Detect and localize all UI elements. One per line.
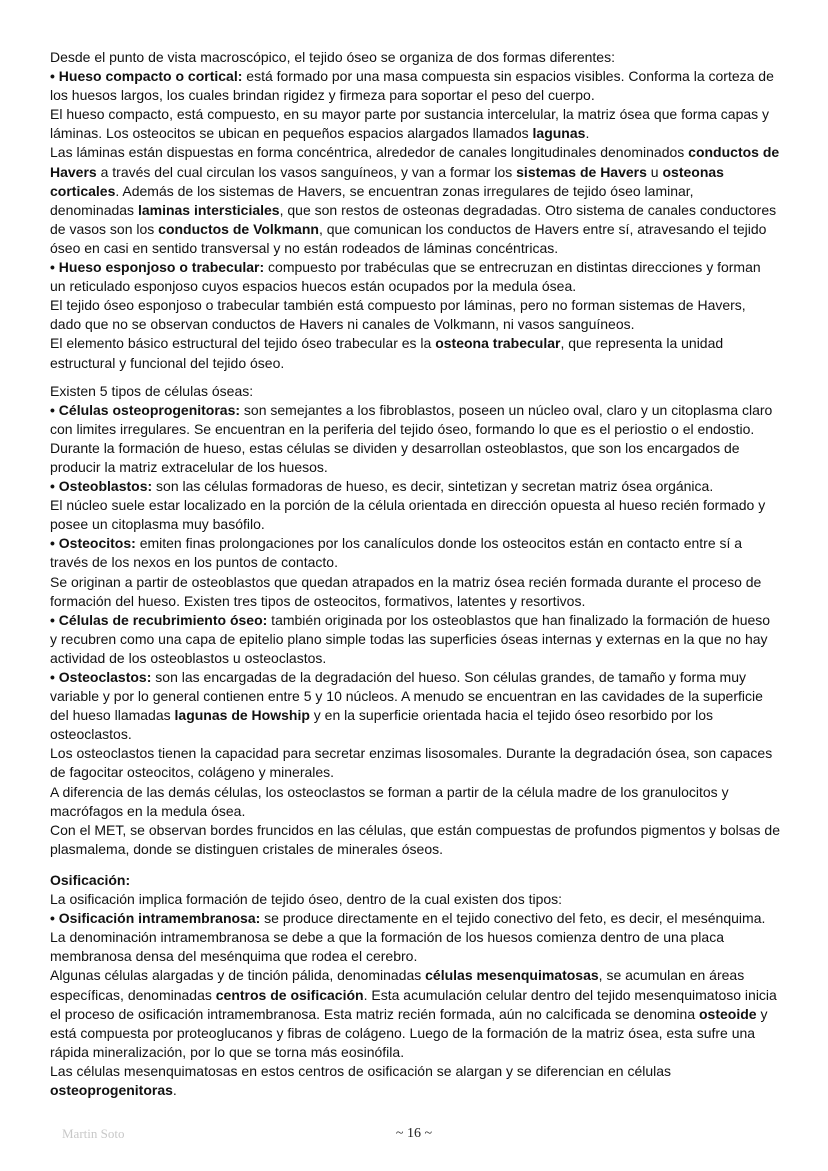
text-run: , que representa la unidad estructural y funcional del tejido óseo.: [50, 335, 724, 371]
bold-term: lagunas de Howship: [174, 707, 310, 724]
text-run: .: [172, 1081, 177, 1098]
bold-term: conductos de Volkmann: [158, 220, 319, 237]
text-run: Algunas células alargadas y de tinción pálida, denominadas: [50, 967, 426, 984]
text-run: emiten finas prolongaciones por los canalículos donde los osteocitos están en contacto entre sí a través de los nexos en los puntos de contacto.: [50, 535, 743, 571]
bold-term: • Osteocitos:: [50, 535, 136, 552]
paragraph: [50, 573, 780, 611]
bold-term: lagunas: [532, 125, 586, 142]
paragraph: [50, 534, 780, 572]
paragraph: [50, 496, 780, 534]
text-run: y está compuesta por proteoglucanos y fibras de colágeno. Luego de la formación de la matriz ósea, esta sufre una rápida mineralización, por lo que se torna más eosinófila.: [50, 1005, 768, 1060]
text-run: se produce directamente en el tejido conectivo del feto, es decir, el mesénquima. La denominación intramembranosa se debe a que la formación de los huesos comienza dentro de una placa membranosa densa del mesénquima que rodea el cerebro.: [50, 910, 766, 965]
paragraph: [50, 105, 780, 143]
paragraph: [50, 401, 780, 477]
paragraph-gap: [50, 859, 780, 871]
paragraph: [50, 143, 780, 258]
bold-term: osteonas corticales: [50, 163, 724, 199]
paragraph: [50, 296, 780, 334]
paragraph: [50, 668, 780, 744]
text-run: u: [646, 163, 663, 180]
text-run: Existen 5 tipos de células óseas:: [50, 382, 254, 399]
text-run: El núcleo suele estar localizado en la porción de la célula orientada en dirección opuesta al hueso recién formado y posee un citoplasma muy basófilo.: [50, 497, 766, 533]
text-run: está formado por una masa compuesta sin espacios visibles. Conforma la corteza de los huesos largos, los cuales brindan rigidez y firmeza para soportar el peso del cuerpo.: [50, 68, 774, 104]
paragraph: [50, 871, 780, 890]
paragraph: [50, 821, 780, 859]
paragraph: [50, 890, 780, 909]
text-run: son semejantes a los fibroblastos, poseen un núcleo oval, claro y un citoplasma claro con limites irregulares. Se encuentran en la periferia del tejido óseo, formando lo que es el periostio o el endostio. Durante la formación de hueso, estas células se dividen y desarrollan osteoblastos, que son los encargados de producir la matriz extracelular de los huesos.: [50, 401, 773, 475]
text-run: , que comunican los conductos de Havers entre sí, atravesando el tejido óseo en casi en sentido transversal y no están rodeados de láminas concéntricas.: [50, 220, 767, 256]
paragraph: [50, 48, 780, 67]
paragraph: [50, 67, 780, 105]
bold-term: osteoide: [699, 1005, 757, 1022]
text-run: son las células formadoras de hueso, es decir, sintetizan y secretan matriz ósea orgánica.: [152, 478, 714, 495]
bold-term: • Hueso compacto o cortical:: [50, 68, 243, 85]
text-run: El elemento básico estructural del tejido óseo trabecular es la: [50, 335, 436, 352]
paragraph: [50, 909, 780, 966]
bold-term: • Osificación intramembranosa:: [50, 910, 261, 927]
text-run: Los osteoclastos tienen la capacidad para secretar enzimas lisosomales. Durante la degradación ósea, son capaces de fagocitar osteocitos, colágeno y minerales.: [50, 745, 773, 781]
text-run: La osificación implica formación de tejido óseo, dentro de la cual existen dos tipos:: [50, 891, 563, 908]
text-run: también originada por los osteoblastos que han finalizado la formación de hueso y recubren como una capa de epitelio plano simple todas las superficies óseas internas y externas en la que no hay actividad de los osteoblastos u osteoclastos.: [50, 611, 771, 666]
text-run: Las células mesenquimatosas en estos centros de osificación se alargan y se diferencian en células: [50, 1062, 672, 1079]
text-run: A diferencia de las demás células, los osteoclastos se forman a partir de la célula madre de los granulocitos y macrófagos en la medula ósea.: [50, 783, 729, 819]
footer-author: Martin Soto: [62, 1126, 125, 1141]
text-run: Desde el punto de vista macroscópico, el tejido óseo se organiza de dos formas diferentes:: [50, 49, 615, 65]
bold-term: células mesenquimatosas: [425, 967, 599, 984]
text-run: a través del cual circulan los vasos sanguíneos, y van a formar los: [96, 163, 517, 180]
text-run: Con el MET, se observan bordes fruncidos en las células, que están compuestas de profundos pigmentos y bolsas de plasmalema, donde se distinguen cristales de minerales óseos.: [50, 821, 780, 857]
bold-term: • Células de recubrimiento óseo:: [50, 611, 268, 628]
paragraph: [50, 382, 780, 401]
text-run: , se acumulan en áreas específicas, denominadas: [50, 967, 745, 1003]
bold-term: centros de osificación: [215, 986, 364, 1003]
paragraph: [50, 1062, 780, 1100]
paragraph: [50, 477, 780, 496]
paragraph: [50, 783, 780, 821]
page-number: ~ 16 ~: [395, 1126, 433, 1141]
bold-term: osteoprogenitoras: [50, 1081, 173, 1098]
bold-term: • Osteoblastos:: [50, 478, 153, 495]
text-run: El hueso compacto, está compuesto, en su mayor parte por sustancia intercelular, la matriz ósea que forma capas y láminas. Los osteocitos se ubican en pequeños espacios alargados llamados: [50, 106, 770, 142]
text-run: Las láminas están dispuestas en forma concéntrica, alrededor de canales longitudinales denominados: [50, 144, 689, 161]
text-run: son las encargadas de la degradación del hueso. Son células grandes, de tamaño y forma muy variable y por lo general contienen entre 5 y 10 núcleos. A menudo se encuentran en las cavidades de la superficie del hueso llamadas: [50, 669, 763, 724]
text-run: y en la superficie orientada hacia el tejido óseo resorbido por los osteoclastos.: [50, 707, 714, 743]
bold-term: • Células osteoprogenitoras:: [50, 401, 241, 418]
text-run: El tejido óseo esponjoso o trabecular también está compuesto por láminas, pero no forman sistemas de Havers, dado que no se observan conductos de Havers ni canales de Volkmann, ni vasos sanguíneos.: [50, 297, 746, 333]
text-run: . Además de los sistemas de Havers, se encuentran zonas irregulares de tejido óseo laminar, denominadas: [50, 182, 694, 218]
text-run: , que son restos de osteonas degradadas. Otro sistema de canales conductores de vasos son los: [50, 201, 777, 237]
paragraph: [50, 744, 780, 782]
paragraph: [50, 966, 780, 1061]
document-body: [50, 48, 780, 1100]
paragraph: [50, 611, 780, 668]
text-run: .: [585, 125, 590, 142]
bold-term: osteona trabecular: [435, 335, 561, 352]
paragraph: [50, 258, 780, 296]
bold-term: laminas intersticiales: [137, 201, 280, 218]
bold-term: • Hueso esponjoso o trabecular:: [50, 259, 265, 276]
paragraph-gap: [50, 373, 780, 382]
text-run: . Esta acumulación celular dentro del tejido mesenquimatoso inicia el proceso de osificación intramembranosa. Esta matriz recién formada, aún no calcificada se denomina: [50, 986, 777, 1022]
bold-term: sistemas de Havers: [516, 163, 647, 180]
bold-term: Osificación:: [50, 871, 131, 888]
text-run: Se originan a partir de osteoblastos que quedan atrapados en la matriz ósea recién formada durante el proceso de formación del hueso. Existen tres tipos de osteocitos, formativos, latentes y resortivos.: [50, 573, 762, 609]
paragraph: [50, 334, 780, 372]
text-run: compuesto por trabéculas que se entrecruzan en distintas direcciones y forman un reticulado esponjoso cuyos espacios huecos están ocupados por la medula ósea.: [50, 259, 761, 295]
bold-term: conductos de Havers: [50, 144, 780, 180]
bold-term: • Osteoclastos:: [50, 669, 152, 685]
